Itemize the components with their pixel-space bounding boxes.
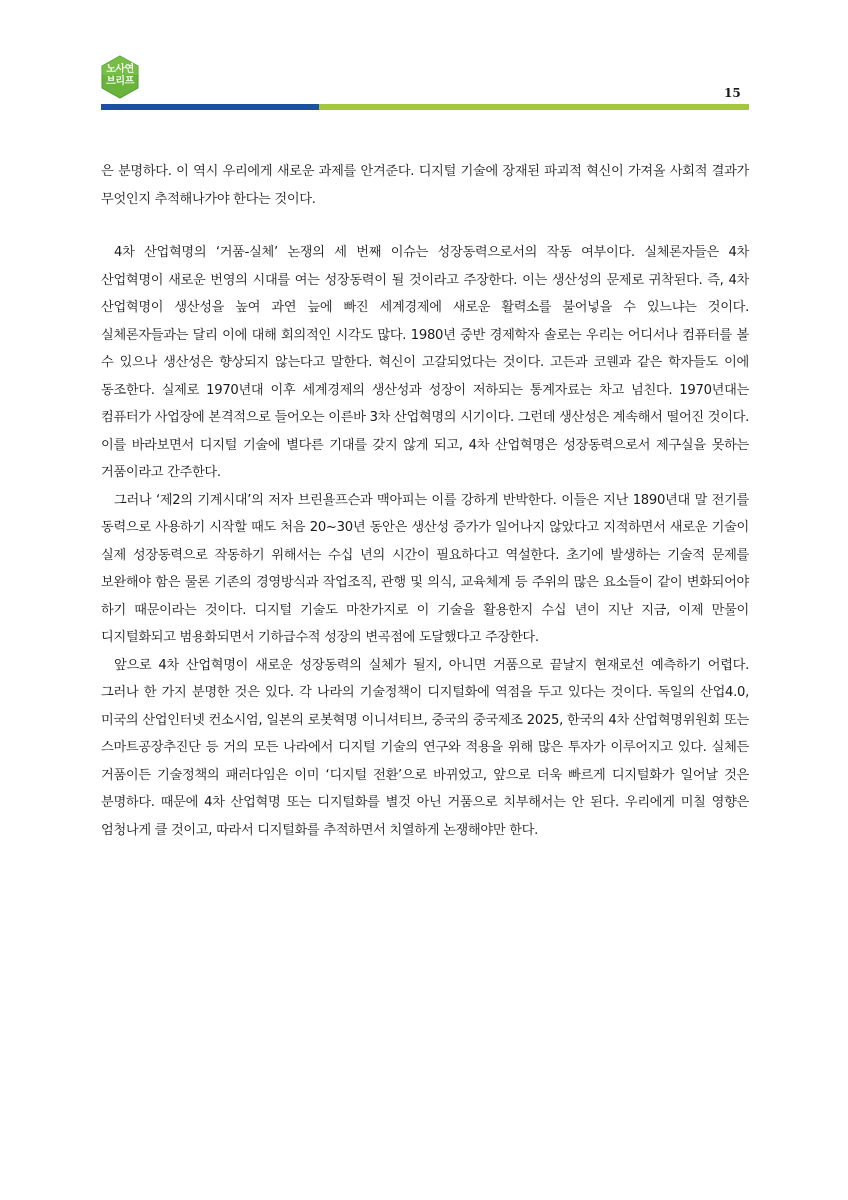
page-number: 15 (724, 86, 741, 100)
logo-line2: 브리프 (106, 76, 134, 87)
logo-line1: 노사연 (106, 64, 134, 75)
paragraph-3: 그러나 ‘제2의 기계시대’의 저자 브린욜프슨과 맥아피는 이를 강하게 반박한다. 이들은 지난 1890년대 말 전기를 동력으로 사용하기 시작할 때도 처음 20~30년 동안은 생산성 증가가 일어나지 않았다고 지적하면서 새로운 기술이 실제 성장동력으로 작동하기 위해서는 수십 년의 시간이 필요하다고 역설한다. 초기에 발생하는 기술적 문제를 보완해야 함은 물론 기존의 경영방식과 작업조직, 관행 및 의식, 교육체계 등 주위의 많은 요소들이 같이 변화되어야 하기 때문이라는 것이다. 디지털 기술도 마찬가지로 이 기술을 활용한지 수십 년이 지난 지금, 이제 만물이 디지털화되고 범용화되면서 기하급수적 성장의 변곡점에 도달했다고 주장한다. (101, 492, 749, 645)
article-body (101, 158, 749, 844)
header-rule-green (319, 104, 749, 110)
paragraph-4: 앞으로 4차 산업혁명이 새로운 성장동력의 실체가 될지, 아니면 거품으로 끝날지 현재로선 예측하기 어렵다. 그러나 한 가지 분명한 것은 있다. 각 나라의 기술정책이 디지털화에 역점을 두고 있다는 것이다. 독일의 산업4.0, 미국의 산업인터넷 컨소시엄, 일본의 로봇혁명 이니셔티브, 중국의 중국제조 2025, 한국의 4차 산업혁명위원회 또는 스마트공장추진단 등 거의 모든 나라에서 디지털 기술의 연구와 적용을 위해 많은 투자가 이루어지고 있다. 실체든 거품이든 기술정책의 패러다임은 이미 ‘디지털 전환’으로 바뀌었고, 앞으로 더욱 빠르게 디지털화가 일어날 것은 분명하다. 때문에 4차 산업혁명 또는 디지털화를 별것 아닌 거품으로 치부해서는 안 된다. 우리에게 미칠 영향은 엄청나게 클 것이고, 따라서 디지털화를 추적하면서 치열하게 논쟁해야만 한다. (101, 657, 749, 838)
logo-text (101, 64, 139, 88)
paragraph-2: 4차 산업혁명의 ‘거품-실체’ 논쟁의 세 번째 이슈는 성장동력으로서의 작동 여부이다. 실체론자들은 4차 산업혁명이 새로운 번영의 시대를 여는 성장동력이 될 것이라고 주장한다. 이는 생산성의 문제로 귀착된다. 즉, 4차 산업혁명이 생산성을 높여 과연 늪에 빠진 세계경제에 새로운 활력소를 불어넣을 수 있느냐는 것이다. 실체론자들과는 달리 이에 대해 회의적인 시각도 많다. 1980년 중반 경제학자 솔로는 우리는 어디서나 컴퓨터를 볼 수 있으나 생산성은 향상되지 않는다고 말한다. 혁신이 고갈되었다는 것이다. 고든과 코웬과 같은 학자들도 이에 동조한다. 실제로 1970년대 이후 세계경제의 생산성과 성장이 저하되는 통계자료는 차고 넘친다. 1970년대는 컴퓨터가 사업장에 본격적으로 들어오는 이른바 3차 산업혁명의 시기이다. 그런데 생산성은 계속해서 떨어진 것이다. 이를 바라보면서 디지털 기술에 별다른 기대를 갖지 않게 되고, 4차 산업혁명은 성장동력으로서 제구실을 못하는 거품이라고 간주한다. (101, 245, 749, 480)
header-rule-blue (101, 104, 319, 110)
brief-logo (101, 55, 139, 99)
paragraph-1: 은 분명하다. 이 역시 우리에게 새로운 과제를 안겨준다. 디지털 기술에 장재된 파괴적 혁신이 가져올 사회적 결과가 무엇인지 추적해나가야 한다는 것이다. (101, 164, 749, 207)
header-rule (101, 104, 749, 110)
page-header (0, 0, 848, 120)
